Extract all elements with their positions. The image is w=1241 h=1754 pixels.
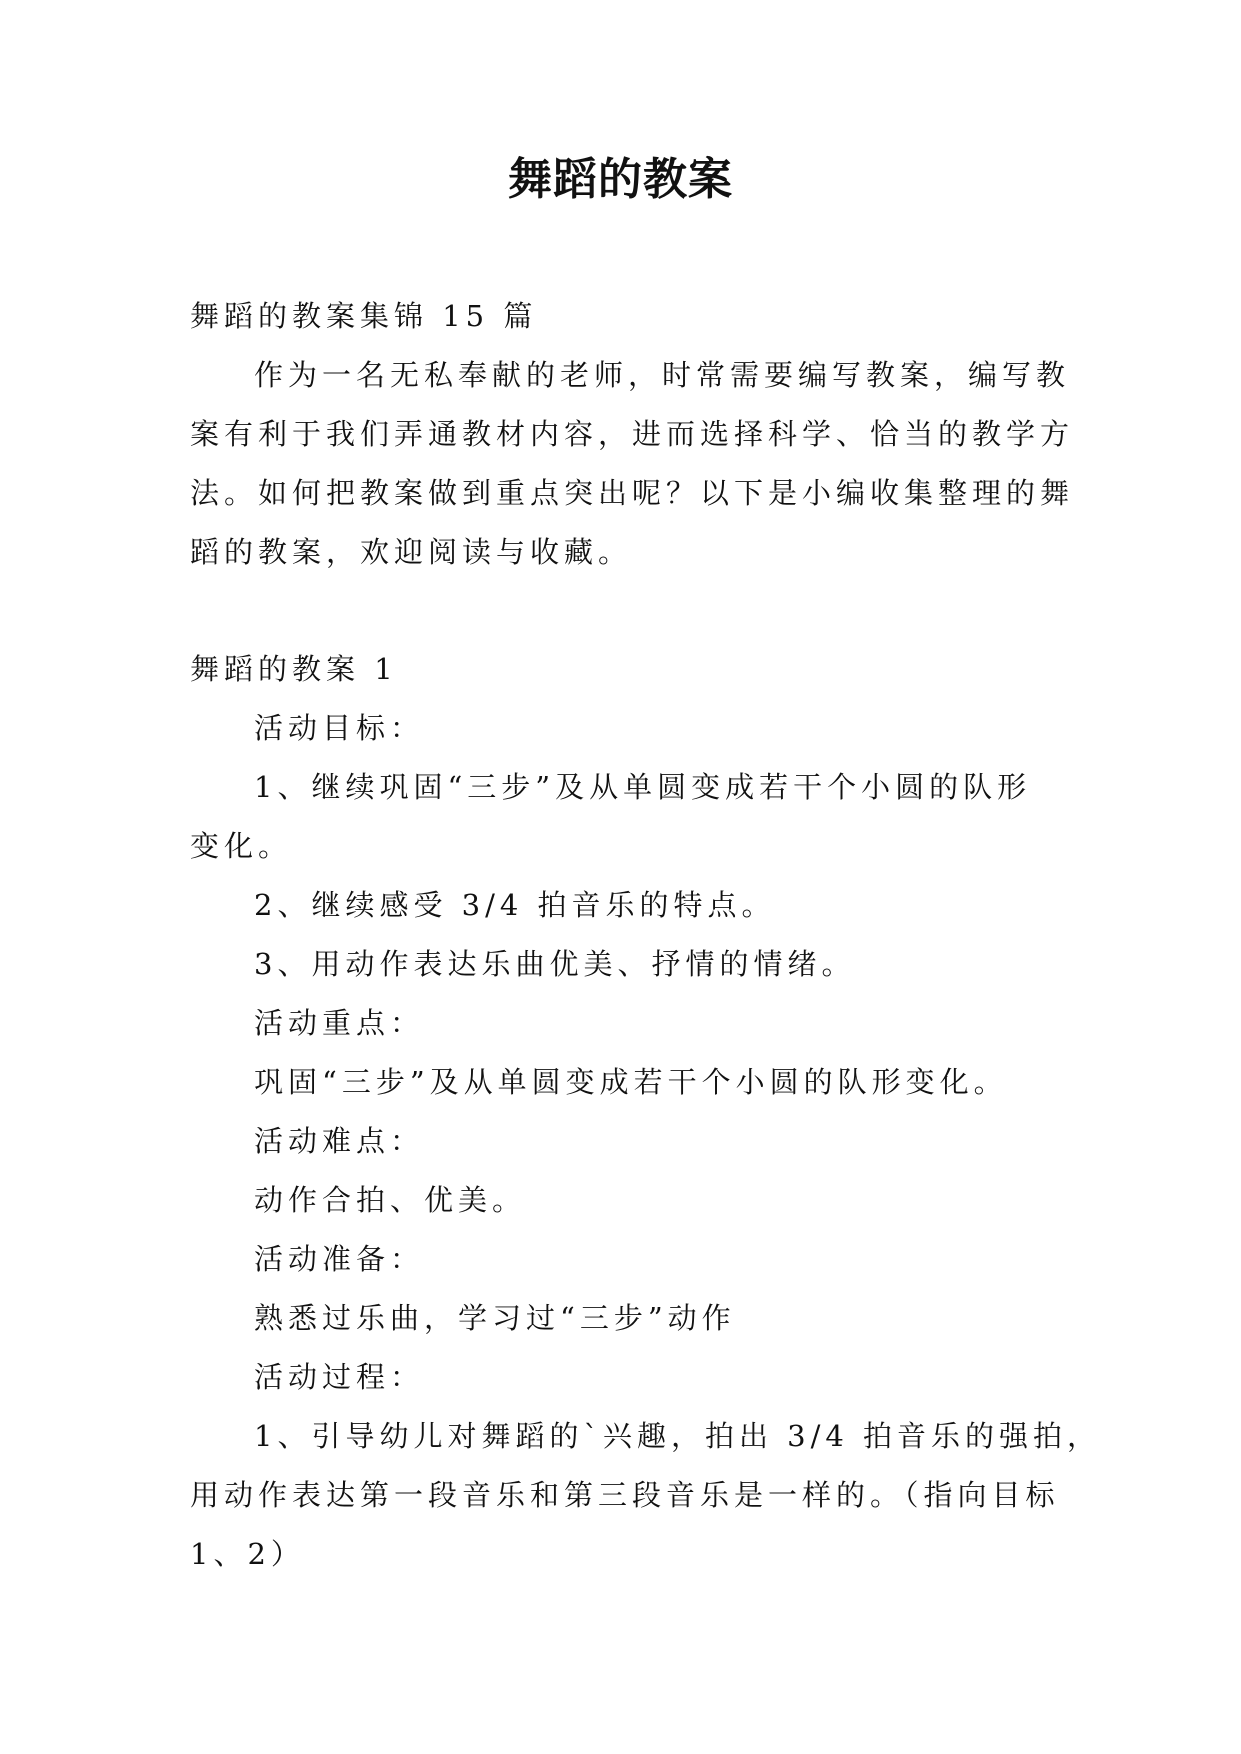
intro-line: 蹈的教案，欢迎阅读与收藏。 (190, 535, 633, 569)
body-line: 熟悉过乐曲，学习过“三步”动作 (254, 1301, 736, 1335)
subtitle: 舞蹈的教案集锦 15 篇 (190, 299, 538, 333)
body-line: 1、继续巩固“三步”及从单圆变成若干个小圆的队形 (254, 770, 1032, 804)
document-title: 舞蹈的教案 (508, 154, 733, 205)
body-line: 用动作表达第一段音乐和第三段音乐是一样的。（指向目标 (190, 1478, 1060, 1512)
body-line: 活动目标： (254, 711, 425, 745)
intro-line: 法。如何把教案做到重点突出呢？以下是小编收集整理的舞 (190, 476, 1075, 510)
body-line: 变化。 (190, 829, 293, 863)
body-line: 活动准备： (254, 1242, 425, 1276)
body-line: 1、2） (190, 1537, 305, 1571)
body-line: 3、用动作表达乐曲优美、抒情的情绪。 (254, 947, 856, 981)
body-line: 活动重点： (254, 1006, 425, 1040)
body-line: 动作合拍、优美。 (254, 1183, 527, 1217)
body-line: 2、继续感受 3/4 拍音乐的特点。 (254, 888, 776, 922)
intro-line: 案有利于我们弄通教材内容，进而选择科学、恰当的教学方 (190, 417, 1075, 451)
body-line: 活动过程： (254, 1360, 425, 1394)
intro-line: 作为一名无私奉献的老师，时常需要编写教案，编写教 (254, 358, 1071, 392)
body-line: 巩固“三步”及从单圆变成若干个小圆的队形变化。 (254, 1065, 1008, 1099)
body-line: 活动难点： (254, 1124, 425, 1158)
body-line: 1、引导幼儿对舞蹈的`兴趣，拍出 3/4 拍音乐的强拍， (254, 1419, 1102, 1453)
section-heading: 舞蹈的教案 1 (190, 652, 398, 686)
